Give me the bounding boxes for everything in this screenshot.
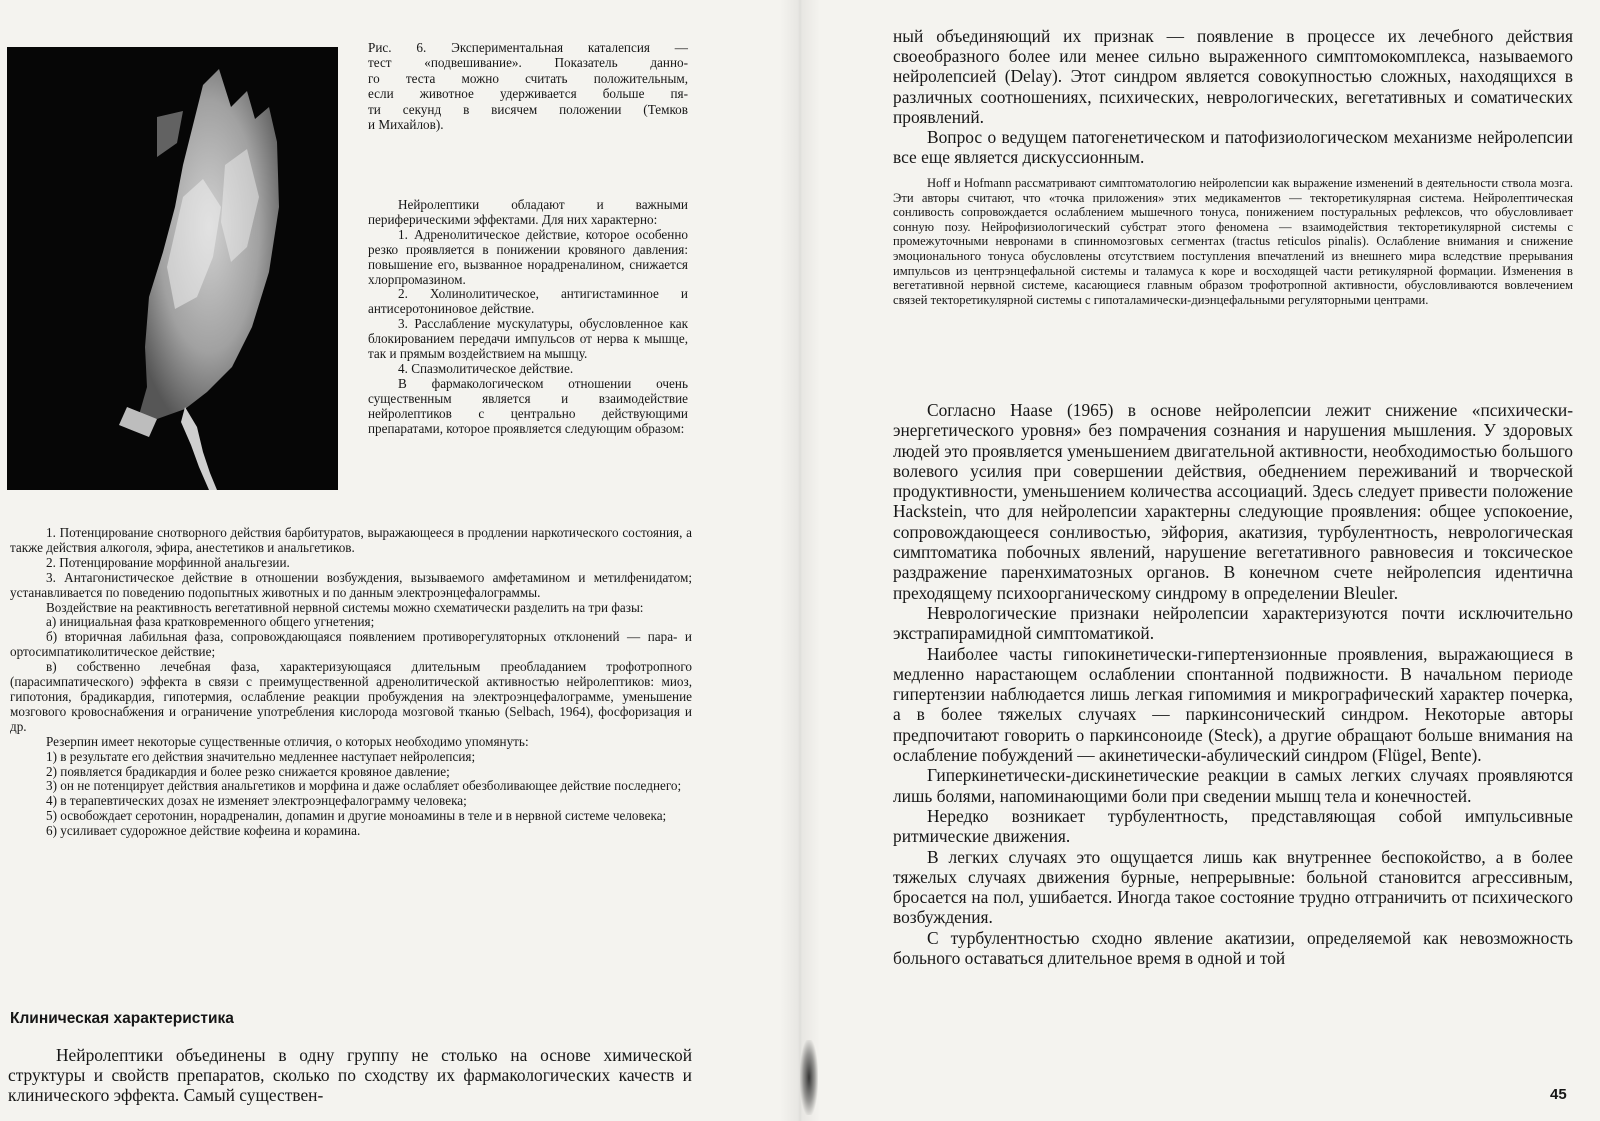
paragraph: б) вторичная лабильная фаза, сопровождающаяся появлением противорегуляторных отклонений — пара- и ортосимпатиколитическое действие;	[10, 629, 692, 660]
right-page-intro	[893, 26, 1573, 167]
paragraph: а) инициальная фаза кратковременного общего угнетения;	[46, 614, 375, 630]
paragraph: 2. Потенцирование морфинной анальгезии.	[46, 554, 290, 570]
paragraph: в) собственно лечебная фаза, характеризующаяся длительным преобладанием трофотропного (парасимпатического) эффекта в связи с преимущественной адренолитической активностью нейролептиков: миоз, гипотония, брадикардия, гипотермия, ослабление реакции пробуждения на электроэнцефалограмме, уменьшение мозгового кровоснабжения и ограничение употребления кислорода мозговой тканью (Selbach, 1964), фосфоризация и др.	[10, 659, 692, 734]
scan-smudge	[800, 1040, 818, 1115]
paragraph: 4. Спазмолитическое действие.	[398, 360, 574, 376]
left-page-body	[10, 526, 692, 839]
paragraph: 5) освобождает серотонин, норадреналин, допамин и другие моноамины в теле и в нервной системе человека;	[46, 808, 667, 824]
figure-caption	[368, 40, 688, 132]
caption-line: и Михайлов).	[368, 117, 444, 133]
paragraph: Гиперкинетически-дискинетические реакции в самых легких случаях проявляются лишь болями, напоминающими боли при сведении мышц тела и конечностей.	[893, 765, 1573, 806]
paragraph: 3) он не потенцирует действия анальгетиков и морфина и даже ослабляет обезболивающее действие последнего;	[46, 778, 682, 794]
paragraph: Нейролептики объединены в одну группу не столько на основе химической структуры и свойств препаратов, сколько по сходству их фармакологических качеств и клинического эффекта. Самый существен-	[8, 1045, 692, 1105]
book-gutter	[780, 0, 820, 1121]
caption-line: Рис. 6. Экспериментальная каталепсия —	[368, 40, 688, 55]
caption-line: ти секунд в висячем положении (Темков	[368, 101, 688, 117]
caption-line: го теста можно считать положительным,	[368, 70, 688, 86]
paragraph: 2) появляется брадикардия и более резко снижается кровяное давление;	[46, 763, 450, 779]
paragraph: Резерпин имеет некоторые существенные отличия, о которых необходимо упомянуть:	[46, 733, 529, 749]
paragraph: 1. Потенцирование снотворного действия барбитуратов, выражающееся в продлении наркотического состояния, а также действия алкоголя, эфира, анестетиков и анальгетиков.	[10, 525, 692, 555]
catalepsy-test-photo	[7, 47, 338, 490]
paragraph: ный объединяющий их признак — появление в процессе их лечебного действия своеобразного более или менее сильно выраженного симптомокомплекса, называемого нейролепсией (Delay). Этот синдром является совокупностью сложных, находящихся в различных соотношениях, психических, неврологических, вегетативных и соматических проявлений.	[893, 26, 1573, 127]
paragraph: Наиболее часты гипокинетически-гипертензионные проявления, выражающиеся в медленно нарастающем ослаблении спонтанной подвижности. В начальном периоде гипертензии наблюдается лишь легкая гипомимия и микрографический характер почерка, а в более тяжелых случаях — паркинсонический синдром. Некоторые авторы предпочитают говорить о паркинсоноиде (Steck), а другие обращают больше внимания на ослабление побуждений — акинетически-абулический синдром (Flügel, Bente).	[893, 643, 1573, 766]
page-number: 45	[1550, 1086, 1567, 1103]
left-page-side-column	[368, 198, 688, 437]
animal-hanging-figure	[7, 47, 338, 490]
paragraph: В фармакологическом отношении очень существенным является и взаимодействие нейролептиков с центрально действующими препаратами, которое проявляется следующим образом:	[368, 375, 688, 436]
right-page-small-print	[893, 176, 1573, 307]
paragraph: Hoff и Hofmann рассматривают симптоматологию нейролепсии как выражение изменений в деятельности ствола мозга. Эти авторы считают, что «точка приложения» этих медикаментов — тектоpетикулярная система. Нейролептическая сонливость сопровождается ослаблением мышечного тонуса, понижением постуральных рефлексов, что обусловливает сонную позу. Нейрофизиологический субстрат этого феномена — взаимодействия тектоpетикулярной системы с промежуточными невронами в спинномозговых сегментах (tractus reticulos pinalis). Ослабление внимания и снижение эмоционального тонуса обусловлены отсутствием поступления впечатлений из внешнего мира вследствие прерывания импульсов из центрэнцефальной системы и таламуса к коре и восходящей части ретикулярной формации. Изменения в вегетативной нервной системе, касающиеся главным образом трофотропной активности, обусловливаются вовлечением связей тектоpетикулярной системы с гипоталамически-диэнцефальными регуляторными центрами.	[893, 176, 1573, 307]
paragraph: 3. Расслабление мускулатуры, обусловленное как блокированием передачи импульсов от нерва к мышце, так и прямым воздействием на мышцу.	[368, 316, 688, 362]
right-page-body	[893, 400, 1573, 968]
caption-line: тест «подвешивание». Показатель данно-	[368, 55, 688, 71]
paragraph: Нередко возникает турбулентность, представляющая собой импульсивные ритмические движения.	[893, 805, 1573, 847]
paragraph: 1) в результате его действия значительно медленнее наступает нейролепсия;	[46, 748, 476, 764]
paragraph: 6) усиливает судорожное действие кофеина и корамина.	[46, 823, 361, 839]
paragraph: В легких случаях это ощущается лишь как внутреннее беспокойство, а в более тяжелых случаях движения бурные, непрерывные: больной становится агрессивным, бросается на пол, ушибается. Иногда такое состояние трудно отграничить от психического возбуждения.	[893, 846, 1573, 928]
paragraph: Вопрос о ведущем патогенетическом и патофизиологическом механизме нейролепсии все еще является дискуссионным.	[893, 127, 1573, 168]
paragraph: С турбулентностью сходно явление акатизии, определяемой как невозможность больного оставаться длительное время в одной и той	[893, 927, 1573, 969]
paragraph: 4) в терапевтических дозах не изменяет электроэнцефалограмму человека;	[46, 793, 467, 809]
paragraph: Неврологические признаки нейролепсии характеризуются почти исключительно экстрапирамидной симптоматикой.	[893, 602, 1573, 644]
section-heading: Клиническая характеристика	[10, 1010, 234, 1027]
paragraph: 1. Адренолитическое действие, которое особенно резко проявляется в понижении кровяного давления: повышение его, вызванное норадреналином, снижается хлорпромазином.	[368, 226, 688, 287]
left-page-closing	[8, 1046, 692, 1105]
paragraph: 2. Холинолитическое, антигистаминное и антисеротониновое действие.	[368, 286, 688, 317]
caption-line: если животное удерживается больше пя-	[368, 86, 688, 102]
paragraph: 3. Антагонистическое действие в отношении возбуждения, вызываемого амфетамином и метилфенидатом; устанавливается по поведению подопытных животных и по данным электроэнцефалограммы.	[10, 569, 692, 600]
paragraph: Нейролептики обладают и важными периферическими эффектами. Для них характерно:	[368, 197, 688, 227]
paragraph: Согласно Haase (1965) в основе нейролепсии лежит снижение «психически-энергетического уровня» без помрачения сознания и нарушения мышления. У здоровых людей это проявляется уменьшением двигательной активности, необходимостью большого волевого усилия при совершении действия, обеднением переживаний и творческой продуктивности, уменьшением количества ассоциаций. Здесь следует привести положение Hackstein, что для нейролепсии характерны следующие проявления: общее успокоение, сопровождающееся сонливостью, эйфория, акатизия, турбулентность, неврологическая симптоматика побочных явлений, нарушение вегетативного равновесия и токсическое раздражение паренхиматозных органов. В конечном счете нейролепсия идентична преходящему психоорганическому синдрому в определении Bleuler.	[893, 400, 1573, 603]
paragraph: Воздействие на реактивность вегетативной нервной системы можно схематически разделить на три фазы:	[46, 599, 644, 615]
